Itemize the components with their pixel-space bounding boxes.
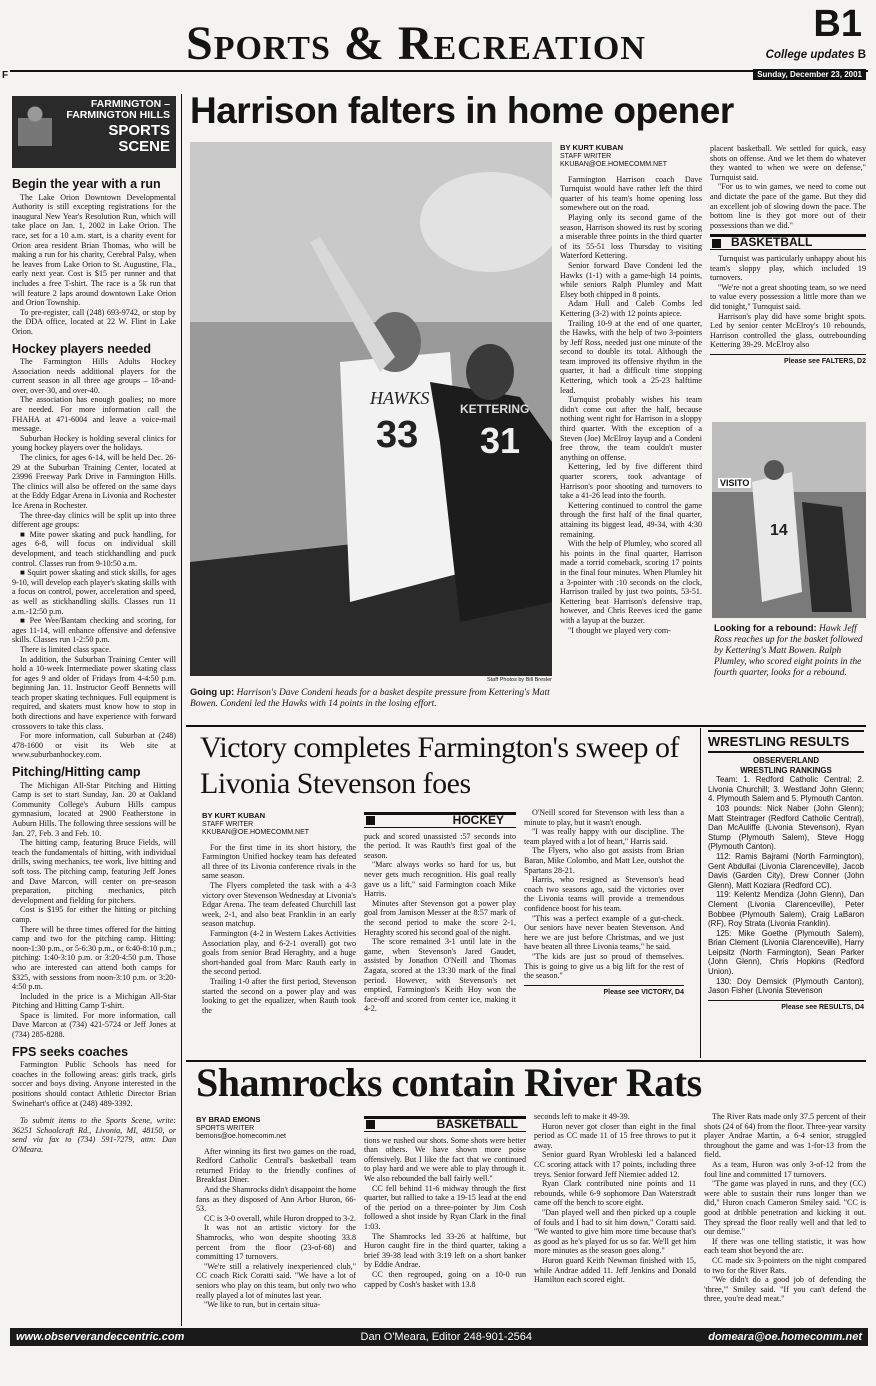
sidebar-paragraph: The Lake Orion Downtown Developmental Authority is still excepting registrations for the inaugural New Year's Resolution Run, which will take place on Jan. 1, 2002 in Lake Orion. The race, set for a 10 a.m. start, is a charity event for Orion area resident Brian Thomas, who will be making a run for his charity, Cerebral Palsy, when he leaves from Lake Orion to St. Augustine, Fla., early next year. Cost is $15 per runner and that includes a free T-shirt. The race is a 5k run that will feature 2 laps around downtown Lake Orion and Orion Township.	[12, 192, 176, 308]
rebound-photo	[712, 422, 866, 618]
story-paragraph: As a team, Huron was only 3-of-12 from the foul line and committed 17 turnovers.	[704, 1159, 866, 1179]
logo-figure	[18, 102, 52, 162]
story-paragraph: CC made six 3-pointers on the night compared to two for the River Rats.	[704, 1255, 866, 1275]
jersey-team-left: HAWKS	[370, 388, 430, 408]
category-label: BASKETBALL	[731, 235, 813, 250]
caption-text: Harrison's Dave Condeni heads for a basket despite pressure from Kettering's Matt Bowen. Condeni led the Hawks with 14 points in the losing effort.	[190, 688, 550, 709]
byline-role: STAFF WRITER	[202, 821, 254, 829]
story-paragraph: The River Rats made only 37.5 percent of their shots (24 of 64) from the floor. Three-year varsity player Andrae Martin, a 6-4 senior, struggled throughout the game and was 1-for-13 from the field.	[704, 1112, 866, 1160]
sidebar-paragraph: For more information, call Suburban at (248) 478-1600 or visit its Web site at www.suburbanhockey.com.	[12, 731, 176, 760]
lead-bottom-rule	[186, 725, 866, 727]
sidebar-heading: FPS seeks coaches	[12, 1044, 129, 1059]
story-paragraph: "We're still a relatively inexperienced club," CC coach Rick Coratti said. "We have a lot of seniors who play on this team, but only two who really played a lot of minutes last year.	[196, 1261, 356, 1300]
teaser-page: B	[857, 49, 866, 61]
story-paragraph: "Marc always works so hard for us, but never gets much recognition. His goal really gave us a lift," said Farmington coach Mike Harris.	[364, 860, 516, 899]
category-square-icon	[366, 816, 375, 825]
rebound-caption-text: Hawk Jeff Ross reaches up for the basket followed by Kettering's Matt Bowen. Ralph Plumley, who scored eight points in the fourth quarter, looks for a rebound.	[714, 624, 863, 678]
byline-name: BY BRAD EMONS	[196, 1116, 261, 1124]
story-paragraph: "I was really happy with our discipline. The team played with a lot of heart," Harris said.	[524, 827, 684, 846]
wrestling-paragraph: 130: Doy Demsick (Plymouth Canton), Jason Fisher (Livonia Stevenson	[708, 976, 864, 996]
story-paragraph: Trailing 1-0 after the first period, Stevenson started the second on a power play and was looking to get the equalizer, when Rauth took the	[202, 976, 356, 1015]
story-paragraph: Harris, who resigned as Stevenson's head coach two seasons ago, said the victories over the Livonia teams will provide a tremendous confidence boost for his team.	[524, 875, 684, 913]
sidebar-heading: Begin the year with a run	[12, 177, 161, 191]
masthead-rule	[10, 70, 868, 72]
sidebar-paragraph: Cost is $195 for either the hitting or pitching camp.	[12, 905, 176, 924]
caption-lead: Going up:	[190, 686, 235, 697]
lead-category-tag	[710, 234, 866, 250]
story-paragraph: CC is 3-0 overall, while Huron dropped to 3-2.	[204, 1213, 356, 1223]
category-square-icon	[366, 1120, 375, 1129]
footer-bar	[10, 1328, 868, 1346]
story-paragraph: Kettering continued to control the game through the first half of the final quarter, attaining its biggest lead, 49-34, with 4:30 remaining.	[560, 500, 702, 539]
photo-credit: Staff Photos by Bill Bresler	[486, 677, 552, 683]
story-paragraph: "We like to run, but in certain situa-	[204, 1300, 320, 1310]
jersey-number-right: 31	[480, 420, 521, 461]
shamrocks-column-4	[704, 1112, 866, 1316]
story-paragraph: "We're not a great shooting team, so we need to value every possession a little more than we did tonight," Turnquist said.	[710, 282, 866, 311]
wrestling-column	[708, 756, 864, 1056]
story-paragraph: Farmington Harrison coach Dave Turnquist would have rather left the third quarter of his team's home opening loss somewhere out on the road.	[560, 174, 702, 213]
sidebar-paragraph: The association has enough goalies; no more are needed. For more information call the FHAHA at 471-6004 and leave a voice-mail message.	[12, 395, 176, 434]
story-paragraph: CC then regrouped, going on a 10-0 run capped by Cosh's basket with 13.8	[364, 1269, 526, 1289]
jump-line: Please see VICTORY, D4	[524, 985, 684, 998]
story-paragraph: "For us to win games, we need to come out and dictate the pace of the game. But they did an excellent job of slowing down the pace. The bottom line is they got more out of their possessions than we did."	[710, 182, 866, 230]
story-paragraph: Turnquist probably wishes his team didn't come out after the half, because nothing went right for Harrison in a sloppy third quarter. With the exception of a Steven (Joe) McElroy layup and a Condeni free throw, the team couldn't muster anything on offense.	[560, 395, 702, 462]
lead-column-2	[710, 144, 866, 420]
story-paragraph: O'Neill scored for Stevenson with less than a minute to play, but it wasn't enough.	[524, 808, 684, 827]
jump-line: Please see RESULTS, D4	[708, 1000, 864, 1013]
sidebar-paragraph: The hitting camp, featuring Bruce Fields, will teach the fundamentals of hitting, with individual drills, swing mechanics, tee work, live hitting and soft toss. The pitching camp, featuring Jeff Jones and Dave Marcon, will center on pre-season preparation, pitching mechanics, pitch development and fielding for pitchers.	[12, 838, 176, 905]
shamrocks-byline	[196, 1116, 356, 1142]
byline-name: BY KURT KUBAN	[560, 144, 624, 152]
logo-line1: FARMINGTON –	[90, 98, 170, 110]
sidebar-paragraph: The clinics, for ages 6-14, will be held Dec. 26-29 at the Suburban Training Center, located at 23996 Freeway Park Drive in Farmington Hills. The clinics will also be offered on the same days at the Eddy Edgar Arena in Livonia and Rochester Ice Arena in Rochester.	[12, 453, 176, 510]
sidebar-paragraph: To pre-register, call (248) 693-9742, or stop by the DDA office, located at 22 W. Flint in Lake Orion.	[12, 307, 176, 336]
story-paragraph: puck and scored unassisted :57 seconds into the period. It was Rauth's first goal of the season.	[364, 831, 516, 860]
story-paragraph: "I thought we played very com-	[568, 625, 671, 635]
hockey-column-3	[524, 808, 684, 1060]
sidebar-paragraph: The Farmington Hills Adults Hockey Association needs additional players for the current season in all three age groups – 18-and-over, over-30, and over-40.	[12, 357, 176, 395]
story-paragraph: "Dan played well and then picked up a couple of fouls and I had to sit him down," Coratti said. "We wanted to give him more time because that's as good as he's played for us so far. We'll get him more minutes as the season goes along."	[534, 1207, 696, 1256]
shamrocks-category-tag	[364, 1116, 526, 1132]
jersey-number-left: 33	[376, 414, 419, 456]
logo-line4: SCENE	[118, 138, 170, 155]
shamrocks-headline: Shamrocks contain River Rats	[196, 1060, 702, 1105]
story-paragraph: Trailing 10-9 at the end of one quarter, the Hawks, with the help of two 3-pointers by Jeff Ross, needed just one minute of the second to double its total. Although the team improved its offensive rhythm in the quarter, it had a difficult time stopping Kettering, which took a 25-23 halftime lead.	[560, 318, 702, 395]
shamrocks-column-2	[364, 1116, 526, 1316]
logo-line3: SPORTS	[108, 122, 170, 139]
lead-photo	[190, 142, 552, 676]
sidebar-divider	[181, 94, 182, 1326]
wrestling-paragraph: 119: Kelentz Mendiza (John Glenn), Dan Clement (Livonia Clarenceville), Peter Bobbee (Plymouth Salem), Craig LaBaron (RF), Roy Strata (Livonia Franklin).	[708, 890, 864, 929]
scoreboard-label: VISITO	[720, 478, 750, 488]
story-paragraph: CC fell behind 11-6 midway through the first quarter, but rallied to take a 19-15 lead at the end of the period on a three-pointer by Jim Cosh followed a shot inside by Ryan Clark in the final 1:03.	[364, 1183, 526, 1231]
story-paragraph: If there was one telling statistic, it was how each team shot beyond the arc.	[704, 1236, 866, 1256]
byline-name: BY KURT KUBAN	[202, 812, 266, 820]
story-paragraph: It was not an artistic victory for the Shamrocks, who won despite shooting 33.8 percent from the floor (23-of-68) and committing 17 turnovers.	[196, 1223, 356, 1262]
issue-date: Sunday, December 23, 2001	[753, 69, 866, 80]
photo-caption	[190, 686, 552, 710]
wrestling-subhead: WRESTLING RANKINGS	[740, 765, 832, 775]
jersey-team-right: KETTERING	[460, 402, 530, 416]
rebound-caption	[714, 622, 866, 679]
story-paragraph: Kettering, led by five different third quarter scorers, took advantage of Harrison's poor shooting and turnovers to take a 41-26 lead into the fourth.	[560, 462, 702, 501]
sidebar-paragraph: There will be three times offered for the hitting camp and two for the pitching camp. Hitting: noon-1:30 p.m., or 5-6:30 p.m., or 6:40-8:10 p.m.; pitching: 1:40-3:10 p.m. or 3:20-4:50 p.m. Those who are interested can attend both camps for $325, with sessions from noon-3:10 p.m. or 3:20-4:50 p.m.	[12, 924, 176, 992]
jump-line: Please see FALTERS, D2	[710, 354, 866, 367]
shamrocks-column-3	[534, 1112, 696, 1316]
sidebar-section-hockey	[12, 341, 176, 761]
hockey-column-2	[364, 812, 516, 1060]
story-paragraph: placent basketball. We settled for quick, easy shots on offense. And we let them do whatever they wanted to when we were on defense," Turnquist said.	[710, 144, 866, 182]
story-paragraph: Senior forward Dave Condeni led the Hawks (1-1) with a game-high 14 points, while seniors Ralph Plumley and Matt Elsey both chipped in 8 points.	[560, 260, 702, 299]
wrestling-header: WRESTLING RESULTS	[708, 730, 864, 753]
story-paragraph: "The kids are just so proud of themselves. This is going to give us a big lift for the rest of the season."	[524, 951, 684, 981]
category-square-icon	[712, 239, 721, 248]
story-paragraph: tions we rushed our shots. Some shots were better than others. We have shown more poise offensively. But I like the fact that we continued to play hard and we were able to play through it. We also rebounded the ball fairly well."	[364, 1135, 526, 1183]
sidebar-section-coaches	[12, 1044, 176, 1109]
sidebar-paragraph: The Michigan All-Star Pitching and Hitting Camp is set to start Sunday, Jan. 20 at Oakland Community College's Auburn Hills campus gymnasium, located at 2900 Featherstone in Auburn Hills. The following three sessions will be Jan. 27, Feb. 3 and Feb. 10.	[12, 780, 176, 838]
footer-website: www.observerandeccentric.com	[16, 1331, 185, 1343]
sidebar-paragraph: ■ Pee Wee/Bantam checking and scoring, for ages 11-14, will enhance offensive and defensive skills. Classes run 1-2:50 p.m.	[12, 616, 176, 645]
sports-scene-logo	[12, 96, 176, 168]
story-paragraph: With the help of Plumley, who scored all his points in the final quarter, Harrison made a torrid comeback, scoring 17 points in the final four minutes. When Plumley hit a 3-pointer with :10 seconds on the clock, Harrison trailed by just two points, 53-51. Kettering beat Harrison's defensive trap, however, and Chris Reeves iced the game with a layup at the buzzer.	[560, 539, 702, 625]
sidebar-paragraph: Suburban Hockey is holding several clinics for young hockey players over the holidays.	[12, 433, 176, 453]
sidebar-section-camp	[12, 765, 176, 1040]
byline-email: KKUBAN@OE.HOMECOMM.NET	[202, 829, 310, 837]
story-paragraph: Minutes after Stevenson got a power play goal from Jamison Messer at the 8:57 mark of the second period to make the score 2-1, Heraghty scored his second goal of the night.	[364, 898, 516, 937]
footer-email: domeara@oe.homecomm.net	[708, 1331, 862, 1343]
page-number: B1	[813, 3, 862, 45]
lead-byline	[560, 144, 702, 170]
sidebar-heading: Pitching/Hitting camp	[12, 765, 141, 780]
footer-editor: Dan O'Meara, Editor 248-901-2564	[360, 1331, 533, 1343]
story-paragraph: Adam Hull and Caleb Combs led Kettering (3-2) with 12 points apiece.	[560, 299, 702, 318]
story-paragraph: Farmington (4-2 in Western Lakes Activities Association play, and 6-2-1 overall) got two goals from senior Brad Heraghty, and a huge short-handed goal from Marc Rauth early in the second period.	[202, 928, 356, 977]
story-paragraph: Huron never got closer than eight in the final period as CC made 11 of 15 free throws to put it away.	[534, 1121, 696, 1150]
story-paragraph: For the first time in its short history, the Farmington Unified hockey team has defeated all three of its Livonia conference rivals in the same season.	[202, 842, 356, 881]
sidebar-column	[12, 172, 176, 1224]
story-paragraph: The Flyers, who also got assists from Brian Baran, Mike Colombo, and Matt Lee, outshot the Spartans 28-21.	[524, 846, 684, 875]
byline-role: STAFF WRITER	[560, 153, 612, 161]
wrestling-paragraph: 125: Mike Goethe (Plymouth Salem), Brian Clement (Livonia Clarenceville), Harry Leipsitz (North Farmington), Sean Parker (John Glenn), Chris Hopkins (Redford Union).	[708, 928, 864, 977]
sidebar-paragraph: In addition, the Suburban Training Center will hold a 10-week Intermediate power skating class for ages 9 and older of Fridays from 4-4:50 p.m. beginning Jan. 11. Instructor Geoff Bennetts will teach proper skating techniques. Full equipment is required, and skaters must know how to stop in both directions and have experience with forward crossovers to take this class.	[12, 654, 176, 731]
story-paragraph: The Shamrocks led 33-26 at halftime, but Huron caught fire in the third quarter, taking a brief 39-38 lead with 3:19 left on a short banker by Eddie Andrae.	[364, 1231, 526, 1270]
story-paragraph: The Flyers completed the task with a 4-3 victory over Stevenson Wednesday at Livonia's Edgar Arena. The team defeated Churchill last week, 2-1, and also beat Franklin in an early season matchup.	[202, 880, 356, 929]
story-paragraph: The score remained 3-1 until late in the game, when Stevenson's Jared Gaudet, assisted by Jonathon O'Neill and Thomas Zagata, scored at the 13:30 mark of the final period. However, with Stevenson's net emptied, Farmington's Keith Hoy won the face-off and scored from center ice, making it 4-2.	[364, 937, 516, 1014]
sidebar-paragraph: Space is limited. For more information, call Dave Marcon at (734) 421-5724 or Jeff Jones at (734) 285-8288.	[12, 1010, 176, 1040]
story-paragraph: Playing only its second game of the season, Harrison showed its rust by scoring a miserable three points in the third quarter of its 55-51 loss Thursday to visiting Waterford Kettering.	[560, 212, 702, 261]
category-label: HOCKEY	[452, 813, 504, 827]
story-paragraph: Harrison's play did have some bright spots. Led by senior center McElroy's 10 rebounds, Harrison controlled the glass, outrebounding Kettering 39-29. McElroy also	[710, 311, 866, 350]
wrestling-subhead: OBSERVERLAND	[752, 756, 820, 765]
teaser-text: College updates	[765, 49, 855, 61]
wrestling-divider	[700, 728, 701, 1058]
story-paragraph: "We didn't do a good job of defending the 'three,'" Smiley said. "If you can't defend the three, you're dead meat."	[704, 1275, 866, 1304]
sidebar-paragraph: Included in the price is a Michigan All-Star Pitching and Hitting Camp T-shirt.	[12, 991, 176, 1011]
edge-letter: F	[2, 70, 9, 81]
sidebar-section-run	[12, 177, 176, 337]
shamrocks-column-1	[196, 1116, 356, 1316]
wrestling-paragraph: Team: 1. Redford Catholic Central; 2. Livonia Churchill; 3. Westland John Glenn; 4. Plymouth Salem and 5. Plymouth Canton.	[708, 775, 864, 804]
story-paragraph: Senior guard Ryan Wrobleski led a balanced CC scoring attack with 17 points, including three treys. Senior forward Jeff Niemiec added 12.	[534, 1150, 696, 1179]
sidebar-paragraph: The three-day clinics will be split up into three different age groups:	[12, 510, 176, 530]
wrestling-paragraph: 112: Ramis Bajrami (North Farmington), Gent Abdullai (Livonia Clarenceville), Jacob Davis (Garden City), Drew Conner (John Glenn), Matt Koziara (Redford CC).	[708, 851, 864, 890]
lead-column-1	[560, 144, 702, 724]
story-paragraph: "This was a perfect example of a gut-check. Our seniors have never beaten Stevenson. And here we are just before Christmas, and we just have beaten all three Livonia teams," he said.	[524, 913, 684, 952]
byline-email: bemons@oe.homecomm.net	[196, 1133, 286, 1141]
teaser-line	[766, 49, 866, 61]
lead-headline: Harrison falters in home opener	[190, 90, 734, 131]
hockey-category-tag	[364, 812, 516, 828]
story-paragraph: After winning its first two games on the road, Redford Catholic Central's basketball team returned Friday to the friendly confines of Breakfast Diner.	[196, 1146, 356, 1185]
sidebar-paragraph: ■ Squirt power skating and stick skills, for ages 9-10, will develop each player's skating skills with a focus on control, power, acceleration and speed, as well as stickhandling skills. Classes run 11 a.m.-12:50 p.m.	[12, 568, 176, 616]
sidebar-paragraph: Farmington Public Schools has need for coaches in the following areas: girls track, girls soccer and boys diving. Anyone interested in the positions should contact Athletic Director Brian Swinehart's office at (248) 489-3392.	[12, 1060, 176, 1108]
story-paragraph: "The game was played in runs, and they (CC) were able to sustain their runs longer than we did," Huron coach Cameron Smiley said. "CC is good at dribble penetration and kicking it out. They spread the floor really well and that led to our demise."	[704, 1179, 866, 1237]
category-label: BASKETBALL	[436, 1117, 518, 1131]
sidebar-paragraph: There is limited class space.	[20, 644, 112, 654]
story-paragraph: Ryan Clark contributed nine points and 11 rebounds, while 6-9 sophomore Dan Waterstradt came off the bench to score eight.	[534, 1179, 696, 1208]
hockey-headline: Victory completes Farmington's sweep of Livonia Stevenson foes	[200, 731, 680, 800]
hockey-column-1	[202, 812, 356, 1060]
byline-email: KKUBAN@OE.HOMECOMM.NET	[560, 161, 668, 169]
rebound-caption-lead: Looking for a rebound:	[714, 622, 817, 633]
wrestling-paragraph: 103 pounds: Nick Naber (John Glenn); Matt Steintrager (Redford Catholic Central), Dan McAuliffe (Livonia Stevenson), Ryan Stump (Plymouth Salem), Steve Hogg (Plymouth Canton).	[708, 803, 864, 852]
byline-role: SPORTS WRITER	[196, 1125, 255, 1133]
hockey-byline	[202, 812, 356, 838]
story-paragraph: seconds left to make it 49-39.	[534, 1112, 630, 1121]
rebound-jersey-number: 14	[770, 522, 788, 539]
story-paragraph: And the Shamrocks didn't disappoint the home fans as they disposed of Ann Arbor Huron, 66-53.	[196, 1184, 356, 1214]
story-paragraph: Turnquist was particularly unhappy about his team's sloppy play, which included 19 turnovers.	[710, 253, 866, 283]
sidebar-paragraph: ■ Mite power skating and puck handling, for ages 6-8, will focus on individual skill development, and teach stickhandling and puck control. Classes run from 9-10:50 a.m.	[12, 529, 176, 568]
section-title: Sports & Recreation	[186, 17, 646, 70]
rebound-photo-art	[712, 422, 866, 618]
story-paragraph: Huron guard Keith Newman finished with 15, while Andrae added 11. Jeff Jenkins and Donald Hamilton each scored eight.	[534, 1255, 696, 1285]
logo-line2: FARMINGTON HILLS	[66, 109, 170, 121]
sidebar-heading: Hockey players needed	[12, 341, 151, 356]
submit-note: To submit items to the Sports Scene, write: 36251 Schoolcraft Rd., Livonia, MI, 48150, or send via fax to (734) 591-7279, attn: Dan O'Meara.	[12, 1116, 176, 1154]
